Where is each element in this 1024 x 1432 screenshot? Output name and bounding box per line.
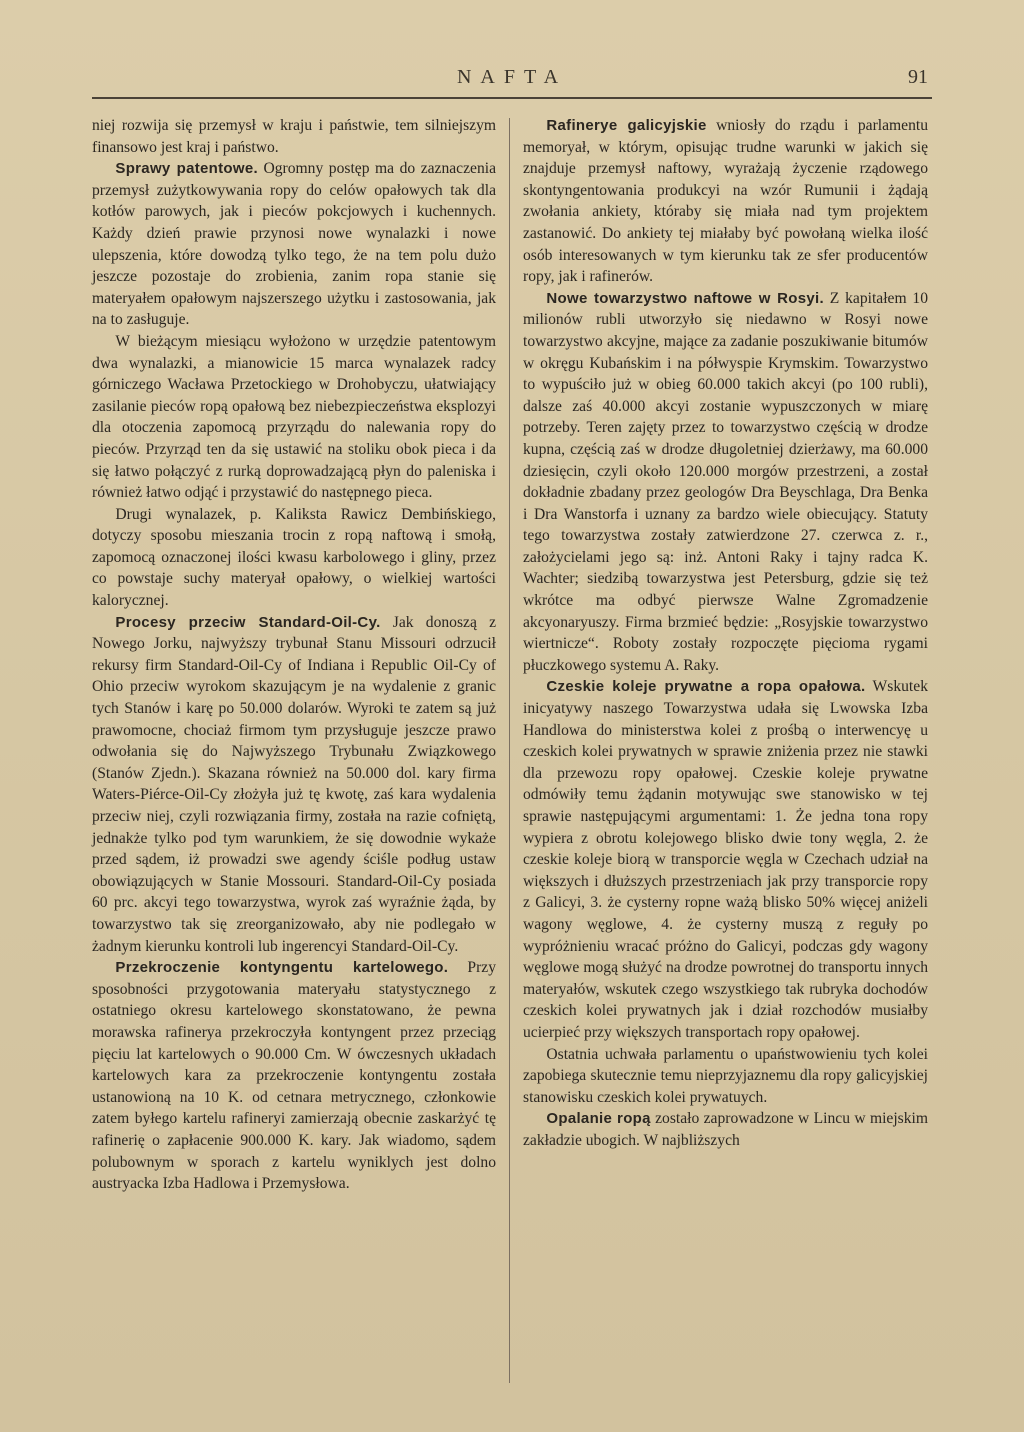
page-number: 91 [908, 66, 928, 88]
article-heading: Nowe towarzystwo naftowe w Rosyi. [546, 289, 824, 307]
left-column [92, 115, 496, 1195]
paragraph-text: Drugi wynalazek, p. Kaliksta Rawicz Dembińskiego, dotyczy sposobu mieszania trocin z ropą naftową i smołą, zapomocą oznaczonej ilości kwasu karbolowego i gliny, przez co powstaje suchy materyał opałowy, o wielkiej wartości kalorycznej. [92, 505, 496, 610]
column-divider [509, 118, 510, 1383]
paragraph-text: Ostatnia uchwała parlamentu o upaństwowieniu tych kolei zapobiega skutecznie temu nieprzyjaznemu dla ropy galicyjskiej stanowisku czeskich kolei prywatuych. [523, 1045, 928, 1106]
article-heading: Sprawy patentowe. [115, 160, 258, 178]
paragraph-text: Jak donoszą z Nowego Jorku, najwyższy trybunał Stanu Missouri odrzucił rekursy firm Standard-Oil-Cy of Indiana i Republic Oil-Cy of Ohio przeciw wyrokom skazującym je na wydalenie z granic tych Stanów i karę po 50.000 dolarów. Wyroki te zatem są już prawomocne, chociaż firmom tym przysługuje jeszcze prawo odwołania się do Najwyższego Trybunału Związkowego (Stanów Zjedn.). Skazana również na 50.000 dol. kary firma Waters-Piérce-Oil-Cy złożyła już tę kwotę, zaś kara wydalenia przeciw niej, czyli rozwiązania firmy, została na razie cofniętą, jednakże tylko pod tym warunkiem, że się dowodnie wykaże przed sądem, iż prowadzi swe agendy ściśle podług ustaw obowiązujących w Stanie Mossouri. Standard-Oil-Cy posiada 60 prc. akcyi tego towarzystwa, wyrok zaś wyraźnie żąda, by towarzystwo tak się zreorganizowało, aby nie podlegało w żadnym kierunku kontroli lub ingerencyi Standard-Oil-Cy. [92, 613, 496, 955]
paragraph-text: zostało zaprowadzone w Lincu w miejskim zakładzie ubogich. W najbliższych [523, 1110, 928, 1149]
journal-title: NAFTA [456, 66, 568, 88]
article-paragraph [523, 676, 928, 1043]
article-heading: Przekroczenie kontyngentu kartelowego. [115, 959, 449, 977]
article-heading: Opalanie ropą [546, 1110, 651, 1128]
paragraph-text: Z kapitałem 10 milionów rubli utworzyło się niedawno w Rosyi nowe towarzystwo akcyjne, mające za zadanie poszukiwanie bitumów w okręgu Kubańskim i na półwyspie Krymskim. Towarzystwo to wypuściło już w obieg 60.000 takich akcyi (po 100 rubli), dalsze zaś 40.000 akcyi zostanie wypuszczonych w miarę potrzeby. Teren zajęty przez to towarzystwo częścią w drodze kupna, częścią zaś w drodze długoletniej dzierżawy, ma 60.000 dziesięcin, czyli około 120.000 morgów przestrzeni, a został dokładnie zbadany przez geologów Dra Beyschlaga, Dra Benka i Dra Wanstorfa i uznany za bardzo wiele obiecujący. Statuty tego towarzystwa zostały zatwierdzone 27. czerwca z. r., założycielami jego są: inż. Antoni Raky i tajny radca K. Wachter; siedzibą towarzystwa jest Petersburg, gdzie się też wkrótce ma odbyć pierwsze Walne Zgromadzenie akcyonaryuszy. Firma brzmieć będzie: „Rosyjskie towarzystwo wiertnicze“. Roboty zostały rozpoczęte pięcioma rygami płuczkowego systemu A. Raky. [523, 289, 928, 674]
article-heading: Rafinerye galicyjskie [546, 117, 707, 134]
article-paragraph [523, 1108, 928, 1151]
article-heading: Czeskie koleje prywatne a ropa opałowa. [546, 678, 866, 696]
paragraph-text: Wskutek inicyatywy naszego Towarzystwa udała się Lwowska Izba Handlowa do ministerstwa kolei z prośbą o interwencyę u czeskich kolei prywatnych w sprawie zniżenia przez nie stawki dla przewozu ropy opałowej. Czeskie koleje prywatne odmówiły temu żądanin motywując swe stanowisko w tej sprawie następującymi argumentami: 1. Że jedna tona ropy wypiera z obrotu kolejowego blisko dwie tony węgla, 2. że czeskie koleje biorą w transporcie węgla w Czechach udział na większych i dłuższych przestrzeniach jak przy transporcie ropy z Galicyi, 3. że cysterny ropne ważą blisko 50% więcej aniżeli wagony węglowe, 4. że cysterny muszą z reguły po wypróżnieniu wracać próżno do Galicyi, podczas gdy wagony węglowe mogą służyć na drodze powrotnej do transportu innych materyałów, wskutek czego wszystkiego tak rubryka dochodów czeskich kolei prywatnych jak i dział rozchodów musiałby ucierpieć przy większych transportach ropy opałowej. [523, 678, 928, 1041]
paragraph-text: Przy sposobności przygotowania materyału statystycznego z ostatniego okresu kartelowego skonstatowano, że pewna morawska rafinerya przekroczyła kontyngent przez przeciąg pięciu lat kartelowych o 90.000 Cm. W ówczesnych układach kartelowych kara za przekroczenie kontyngentu została ustanowioną na 10 K. od cetnara metrycznego, członkowie zatem byłego kartelu rafineryi zamierzają obecnie zaskarżyć tę rafinerię o zapłacenie 900.000 K. kary. Jak wiadomo, sądem polubownym w sporach z kartelu wyniklych jest dolno austryacka Izba Hadlowa i Przemysłowa. [92, 959, 497, 1193]
article-paragraph [92, 957, 496, 1195]
article-paragraph [92, 158, 496, 331]
page-header [92, 66, 932, 96]
article-paragraph [92, 331, 496, 504]
paragraph-text: W bieżącym miesiącu wyłożono w urzędzie patentowym dwa wynalazki, a mianowicie 15 marca wynalazek radcy górniczego Wacława Przetockiego w Drohobyczu, ułatwiający zasilanie pieców ropą opałową bez niebezpieczeństwa eksplozyi dla otoczenia zapomocą przyrządu do nalewania ropy do pieców. Przyrząd ten da się ustawić na stoliku obok pieca i da się łatwo połączyć z rurką doprowadzającą płyn do paleniska i również łatwo odjąć i przystawić do następnego pieca. [92, 332, 496, 502]
paragraph-text: wniosły do rządu i parlamentu memoryał, w którym, opisując trudne warunki w jakich się znajduje przemysł naftowy, wyrażają życzenie rządowego skontyngentowania produkcyi na wzór Rumunii i żądają zwołania ankiety, któraby się miała nad tym projektem zastanowić. Do ankiety tej miałaby być powołaną wielka ilość osób interesowanych w tym kierunku tak ze sfer producentów ropy, jak i rafinerów. [523, 117, 929, 286]
paragraph-text: Ogromny postęp ma do zaznaczenia przemysł zużytkowywania ropy do celów opałowych tak dla kotłów parowych, jak i pieców pokcjowych i kuchennych. Każdy dzień prawie przynosi nowe wynalazki i nowe ulepszenia, które dowodzą tylko tego, że na tem polu dużo jeszcze pozostaje do zrobienia, zanim ropa stanie się materyałem opałowym najszerszego użytku i zastosowania, jak na to zasługuje. [92, 160, 496, 329]
article-heading: Procesy przeciw Standard-Oil-Cy. [115, 613, 381, 631]
article-paragraph [92, 612, 496, 958]
article-paragraph [92, 504, 496, 612]
right-column [523, 115, 928, 1152]
header-rule [92, 97, 932, 99]
article-paragraph [523, 1044, 928, 1109]
article-paragraph [92, 115, 496, 158]
article-paragraph [523, 288, 928, 677]
article-paragraph [523, 115, 928, 288]
paragraph-text: niej rozwija się przemysł w kraju i państwie, tem silniejszym finansowo jest kraj i państwo. [92, 117, 496, 156]
